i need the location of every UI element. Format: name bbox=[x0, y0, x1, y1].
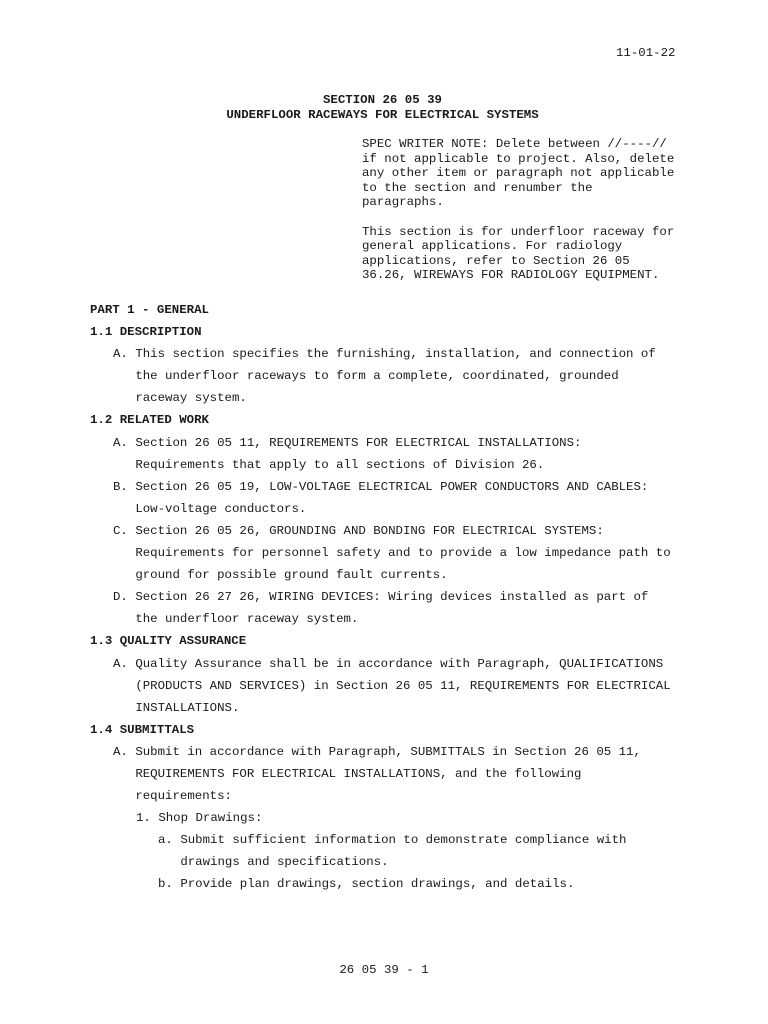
item-text: Section 26 05 26, GROUNDING AND BONDING FOR ELECTRICAL SYSTEMS: Requirements for personnel safety and to provide a low impedance path to ground for possible ground fault currents. bbox=[135, 523, 671, 583]
item-label: A. bbox=[113, 347, 128, 362]
list-item bbox=[90, 829, 730, 873]
item-label: 1. bbox=[136, 811, 151, 826]
list-item bbox=[90, 343, 730, 409]
section-heading-submittals: 1.4 SUBMITTALS bbox=[90, 722, 195, 737]
item-text: Section 26 05 19, LOW-VOLTAGE ELECTRICAL POWER CONDUCTORS AND CABLES: Low-voltage conductors. bbox=[135, 479, 649, 516]
item-label: A. bbox=[113, 435, 128, 450]
item-text: Shop Drawings: bbox=[158, 811, 263, 826]
spec-note-paragraph-2: This section is for underfloor raceway for general applications. For radiology applications, refer to Section 26 05 36.26, WIREWAYS FOR RADIOLOGY EQUIPMENT. bbox=[362, 224, 675, 283]
list-item bbox=[90, 520, 730, 586]
list-item bbox=[90, 873, 730, 895]
item-label: A. bbox=[113, 744, 128, 759]
page-footer: 26 05 39 - 1 bbox=[339, 963, 429, 977]
item-label: b. bbox=[158, 877, 173, 892]
spec-writer-note bbox=[362, 137, 692, 298]
list-item bbox=[90, 476, 730, 520]
item-label: B. bbox=[113, 479, 128, 494]
item-label: A. bbox=[113, 656, 128, 671]
list-item bbox=[90, 653, 730, 719]
item-text: Section 26 27 26, WIRING DEVICES: Wiring devices installed as part of the underfloor raceway system. bbox=[135, 590, 649, 627]
document-date: 11-01-22 bbox=[616, 46, 676, 60]
item-label: a. bbox=[158, 833, 173, 848]
item-text: Provide plan drawings, section drawings, and details. bbox=[180, 877, 575, 892]
section-number: SECTION 26 05 39 bbox=[323, 93, 442, 107]
item-label: D. bbox=[113, 590, 128, 605]
list-item bbox=[90, 807, 730, 829]
document-body bbox=[90, 299, 730, 896]
part-title: PART 1 - GENERAL bbox=[90, 303, 209, 317]
section-heading-description: 1.1 DESCRIPTION bbox=[90, 325, 202, 340]
list-item bbox=[90, 586, 730, 630]
item-text: Submit sufficient information to demonstrate compliance with drawings and specifications. bbox=[180, 833, 627, 870]
section-heading-quality-assurance: 1.3 QUALITY ASSURANCE bbox=[90, 634, 247, 649]
item-text: Section 26 05 11, REQUIREMENTS FOR ELECTRICAL INSTALLATIONS: Requirements that apply to all sections of Division 26. bbox=[135, 435, 582, 472]
item-text: Submit in accordance with Paragraph, SUBMITTALS in Section 26 05 11, REQUIREMENTS FOR ELECTRICAL INSTALLATIONS, and the following requirements: bbox=[135, 744, 641, 804]
item-text: Quality Assurance shall be in accordance with Paragraph, QUALIFICATIONS (PRODUCTS AND SERVICES) in Section 26 05 11, REQUIREMENTS FOR ELECTRICAL INSTALLATIONS. bbox=[135, 656, 671, 715]
section-title: UNDERFLOOR RACEWAYS FOR ELECTRICAL SYSTEMS bbox=[226, 107, 539, 122]
item-text: This section specifies the furnishing, installation, and connection of the underfloor raceways to form a complete, coordinated, grounded raceway system. bbox=[135, 347, 656, 406]
section-heading-related-work: 1.2 RELATED WORK bbox=[90, 413, 209, 428]
list-item bbox=[90, 432, 730, 476]
list-item bbox=[90, 741, 730, 807]
item-label: C. bbox=[113, 523, 128, 538]
spec-note-paragraph-1: SPEC WRITER NOTE: Delete between //----// if not applicable to project. Also, delete any other item or paragraph not applicable to the section and renumber the paragraphs. bbox=[362, 137, 675, 210]
section-header bbox=[0, 93, 768, 122]
